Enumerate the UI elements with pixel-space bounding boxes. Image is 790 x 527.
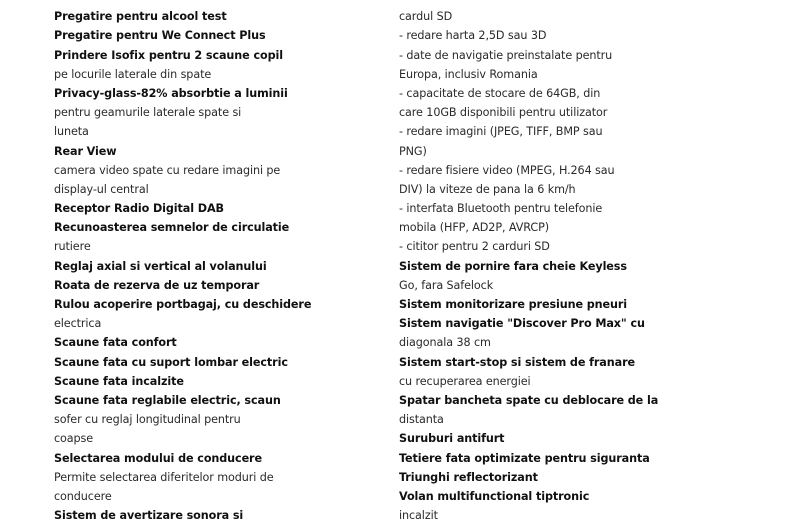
feature-description: distanta xyxy=(399,413,444,427)
feature-description: camera video spate cu redare imagini pe xyxy=(54,163,281,177)
feature-description: diagonala 38 cm xyxy=(399,336,491,350)
feature-description: electrica xyxy=(54,317,102,331)
feature-title: Recunoasterea semnelor de circulatie xyxy=(54,221,290,235)
feature-description: - interfata Bluetooth pentru telefonie xyxy=(399,202,603,216)
feature-title: Prindere Isofix pentru 2 scaune copil xyxy=(54,48,283,62)
feature-title: Scaune fata confort xyxy=(54,336,177,350)
feature-description: luneta xyxy=(54,125,89,139)
feature-title: Selectarea modului de conducere xyxy=(54,451,262,465)
feature-description xyxy=(399,0,779,7)
left-spec-column xyxy=(54,0,374,525)
feature-description: display-ul central xyxy=(54,182,149,196)
feature-description: Permite selectarea diferitelor moduri de xyxy=(54,470,274,484)
feature-description: - redare imagini (JPEG, TIFF, BMP sau xyxy=(399,125,603,139)
feature-description: conducere xyxy=(54,489,112,503)
feature-title: Rulou acoperire portbagaj, cu deschidere xyxy=(54,298,312,311)
feature-title: Scaune fata reglabile electric, scaun xyxy=(54,393,281,407)
feature-title: Pregatire pentru We Connect Plus xyxy=(54,29,266,43)
feature-title: Sistem start-stop si sistem de franare xyxy=(399,355,635,369)
feature-description: DIV) la viteze de pana la 6 km/h xyxy=(399,182,576,196)
feature-description: pe locurile laterale din spate xyxy=(54,67,212,81)
feature-title: Spatar bancheta spate cu deblocare de la xyxy=(399,393,659,407)
feature-description: care 10GB disponibili pentru utilizator xyxy=(399,106,608,120)
feature-title: Receptor Radio Digital DAB xyxy=(54,202,224,216)
feature-description: - redare fisiere video (MPEG, H.264 sau xyxy=(399,163,615,177)
feature-title: Triunghi reflectorizant xyxy=(399,470,538,484)
feature-title: Scaune fata incalzite xyxy=(54,374,184,388)
feature-title: Reglaj axial si vertical al volanului xyxy=(54,259,267,273)
right-spec-column xyxy=(399,0,779,525)
feature-description xyxy=(54,0,374,7)
feature-title: Sistem de pornire fara cheie Keyless xyxy=(399,259,627,273)
feature-title: Suruburi antifurt xyxy=(399,432,505,446)
feature-description: - capacitate de stocare de 64GB, din xyxy=(399,86,601,100)
feature-description: cu recuperarea energiei xyxy=(399,374,531,388)
feature-description: cardul SD xyxy=(399,10,453,24)
feature-description: mobila (HFP, AD2P, AVRCP) xyxy=(399,221,550,235)
feature-title: Tetiere fata optimizate pentru siguranta xyxy=(399,451,650,465)
feature-title: Volan multifunctional tiptronic xyxy=(399,489,590,503)
feature-description: - date de navigatie preinstalate pentru xyxy=(399,48,613,62)
feature-description: coapse xyxy=(54,432,94,446)
feature-description: PNG) xyxy=(399,144,427,158)
feature-title: Sistem navigatie "Discover Pro Max" cu xyxy=(399,317,645,331)
feature-title: Sistem monitorizare presiune pneuri xyxy=(399,298,628,311)
feature-title: Scaune fata cu suport lombar electric xyxy=(54,355,288,369)
feature-description: sofer cu reglaj longitudinal pentru xyxy=(54,413,241,427)
feature-title: Privacy-glass-82% absorbtie a luminii xyxy=(54,86,288,100)
feature-description: rutiere xyxy=(54,240,91,254)
feature-description: incalzit xyxy=(399,509,438,523)
feature-description: - redare harta 2,5D sau 3D xyxy=(399,29,547,43)
feature-title: Pregatire pentru alcool test xyxy=(54,10,227,24)
feature-title: Rear View xyxy=(54,144,117,158)
feature-description: Go, fara Safelock xyxy=(399,278,494,292)
feature-title: Sistem de avertizare sonora si xyxy=(54,509,244,523)
feature-description: pentru geamurile laterale spate si xyxy=(54,106,242,120)
feature-description: - cititor pentru 2 carduri SD xyxy=(399,240,550,254)
feature-description: Europa, inclusiv Romania xyxy=(399,67,538,81)
feature-title: Roata de rezerva de uz temporar xyxy=(54,278,260,292)
